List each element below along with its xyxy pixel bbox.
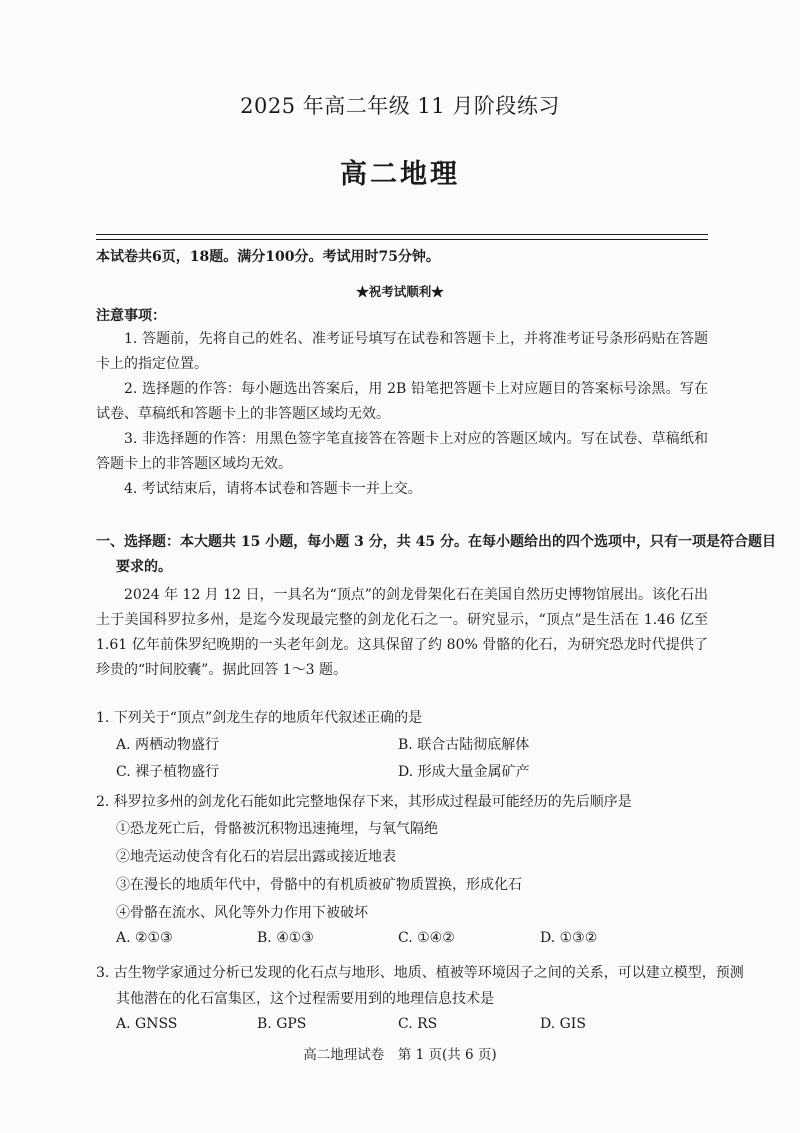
q1-option-a[interactable]: A. 两栖动物盛行 — [116, 737, 220, 753]
reading-passage: 2024 年 12 月 12 日，一具名为“顶点”的剑龙骨架化石在美国自然历史博物馆展出。该化石出土于美国科罗拉多州，是迄今发现最完整的剑龙化石之一。研究显示，“顶点”是生活在 1.46 亿至 1.61 亿年前侏罗纪晚期的一头老年剑龙。这具保留了约 80% 骨骼的化石，为研究恐龙时代提供了珍贵的“时间胶囊”。据此回答 1～3 题。 — [96, 587, 708, 678]
q1-option-d[interactable]: D. 形成大量金属矿产 — [398, 764, 530, 780]
question-1-stem: 1. 下列关于“顶点”剑龙生存的地质年代叙述正确的是 — [96, 710, 423, 726]
divider-thin — [96, 239, 708, 240]
q2-sequence-item: ①恐龙死亡后，骨骼被沉积物迅速掩埋，与氧气隔绝 — [116, 821, 438, 837]
note-item: 3. 非选择题的作答：用黑色签字笔直接答在答题卡上对应的答题区域内。写在试卷、草稿纸和答题卡上的非答题区域均无效。 — [96, 431, 708, 472]
q3-option-d[interactable]: D. GIS — [540, 1016, 586, 1032]
note-item: 2. 选择题的作答：每小题选出答案后，用 2B 铅笔把答题卡上对应题目的答案标号涂黑。写在试卷、草稿纸和答题卡上的非答题区域均无效。 — [96, 381, 708, 422]
page-footer: 高二地理试卷 第 1 页(共 6 页) — [303, 1047, 497, 1063]
q2-option-c[interactable]: C. ①④② — [398, 930, 455, 946]
q2-option-a[interactable]: A. ②①③ — [116, 930, 173, 946]
note-item: 1. 答题前，先将自己的姓名、准考证号填写在试卷和答题卡上，并将准考证号条形码贴在答题卡上的指定位置。 — [96, 331, 708, 372]
q3-option-b[interactable]: B. GPS — [257, 1016, 307, 1032]
q2-option-d[interactable]: D. ①③② — [540, 930, 598, 946]
notes-title: 注意事项： — [96, 308, 166, 324]
question-2-stem: 2. 科罗拉多州的剑龙化石能如此完整地保存下来，其形成过程最可能经历的先后顺序是 — [96, 794, 632, 810]
section-heading: 一、选择题：本大题共 15 小题，每小题 3 分，共 45 分。在每小题给出的四个选项中，只有一项是符合题目 — [96, 534, 776, 550]
q2-sequence-item: ③在漫长的地质年代中，骨骼中的有机质被矿物质置换，形成化石 — [116, 877, 522, 893]
note-item: 4. 考试结束后，请将本试卷和答题卡一并上交。 — [124, 481, 422, 497]
q3-option-a[interactable]: A. GNSS — [116, 1016, 178, 1032]
question-3-stem: 3. 古生物学家通过分析已发现的化石点与地形、地质、植被等环境因子之间的关系，可以建立模型，预测 — [96, 965, 744, 981]
q1-option-b[interactable]: B. 联合古陆彻底解体 — [398, 737, 530, 753]
question-3-stem-cont: 其他潜在的化石富集区，这个过程需要用到的地理信息技术是 — [116, 991, 494, 1007]
section-heading-cont: 要求的。 — [116, 559, 172, 575]
q2-option-b[interactable]: B. ④①③ — [257, 930, 314, 946]
subject-title: 高二地理 — [340, 159, 460, 190]
q2-sequence-item: ②地壳运动使含有化石的岩层出露或接近地表 — [116, 849, 396, 865]
exam-info: 本试卷共6页，18题。满分100分。考试用时75分钟。 — [96, 249, 440, 265]
q2-sequence-item: ④骨骼在流水、风化等外力作用下被破坏 — [116, 905, 368, 921]
q3-option-c[interactable]: C. RS — [398, 1016, 438, 1032]
exam-title: 2025 年高二年级 11 月阶段练习 — [240, 94, 560, 118]
divider-thick — [96, 234, 708, 235]
q1-option-c[interactable]: C. 裸子植物盛行 — [116, 764, 220, 780]
wish-banner: ★祝考试顺利★ — [356, 284, 444, 299]
